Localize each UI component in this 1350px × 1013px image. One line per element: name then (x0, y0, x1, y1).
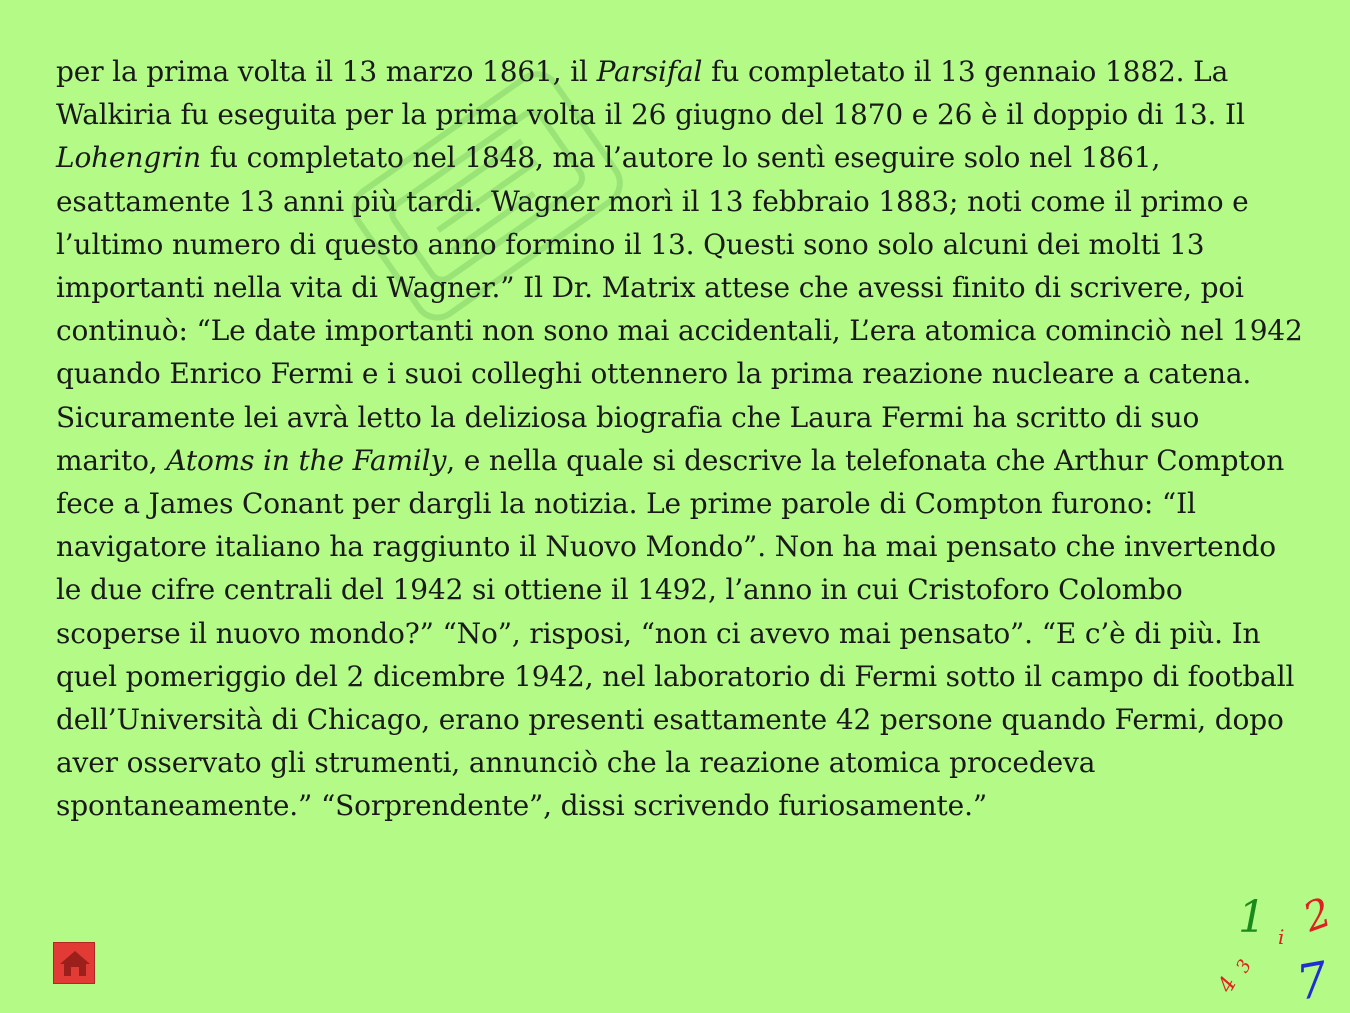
text-segment: , e nella quale si descrive la telefonata che Arthur Compton fece a James Conant per dargli la notizia. Le prime parole di Compton furono: “Il navigatore italiano ha raggiunto il Nuovo Mondo”. Non ha mai pensato che invertendo le due cifre centrali del 1942 si ottiene il 1492, l’anno in cui Cristoforo Colombo scoperse il nuovo mondo?” “No”, risposi, “non ci avevo mai pensato”. “E c’è di più. In quel pomeriggio del 2 dicembre 1942, nel laboratorio di Fermi sotto il campo di football dell’Università di Chicago, erano presenti esattamente 42 persone quando Fermi, dopo aver osservato gli strumenti, annunciò che la reazione atomica procedeva spontaneamente.” “Sorprendente”, dissi scrivendo furiosamente.” (56, 443, 1295, 823)
text-segment: fu completato il 13 gennaio 1882. La Walkiria fu eseguita per la prima volta il 26 giugno del 1870 e 26 è il doppio di 13. Il (56, 55, 1245, 132)
home-button[interactable] (53, 942, 95, 984)
logo-glyph-1: 1 (1238, 892, 1266, 943)
body-paragraph (56, 50, 1306, 828)
logo-glyph-7: 7 (1292, 951, 1333, 1012)
text-segment: fu completato nel 1848, ma l’autore lo sentì eseguire solo nel 1861, esattamente 13 anni più tardi. Wagner morì il 13 febbraio 1883; noti come il primo e l’ultimo numero di questo anno formino il 13. Questi sono solo alcuni dei molti 13 importanti nella vita di Wagner.” Il Dr. Matrix attese che avessi finito di scrivere, poi continuò: “Le date importanti non sono mai accidentali, L’era atomica cominciò nel 1942 quando Enrico Fermi e i suoi colleghi ottennero la prima reazione nucleare a catena. Sicuramente lei avrà letto la deliziosa biografia che Laura Fermi ha scritto di suo marito, (56, 141, 1303, 477)
title-lohengrin: Lohengrin (56, 141, 202, 175)
text-segment: per la prima volta il 13 marzo 1861, il (56, 55, 597, 88)
title-atoms-in-the-family: Atoms in the Family (166, 443, 447, 477)
home-icon (58, 948, 92, 980)
logo-glyph-4: 4 (1213, 972, 1243, 997)
logo-glyph-i: i (1278, 925, 1285, 949)
logo-glyph-3: 3 (1232, 956, 1257, 977)
logo-glyph-2: 2 (1297, 889, 1338, 942)
title-parsifal: Parsifal (596, 55, 703, 88)
main-text (56, 50, 1306, 828)
site-logo-icon (1213, 889, 1343, 1012)
